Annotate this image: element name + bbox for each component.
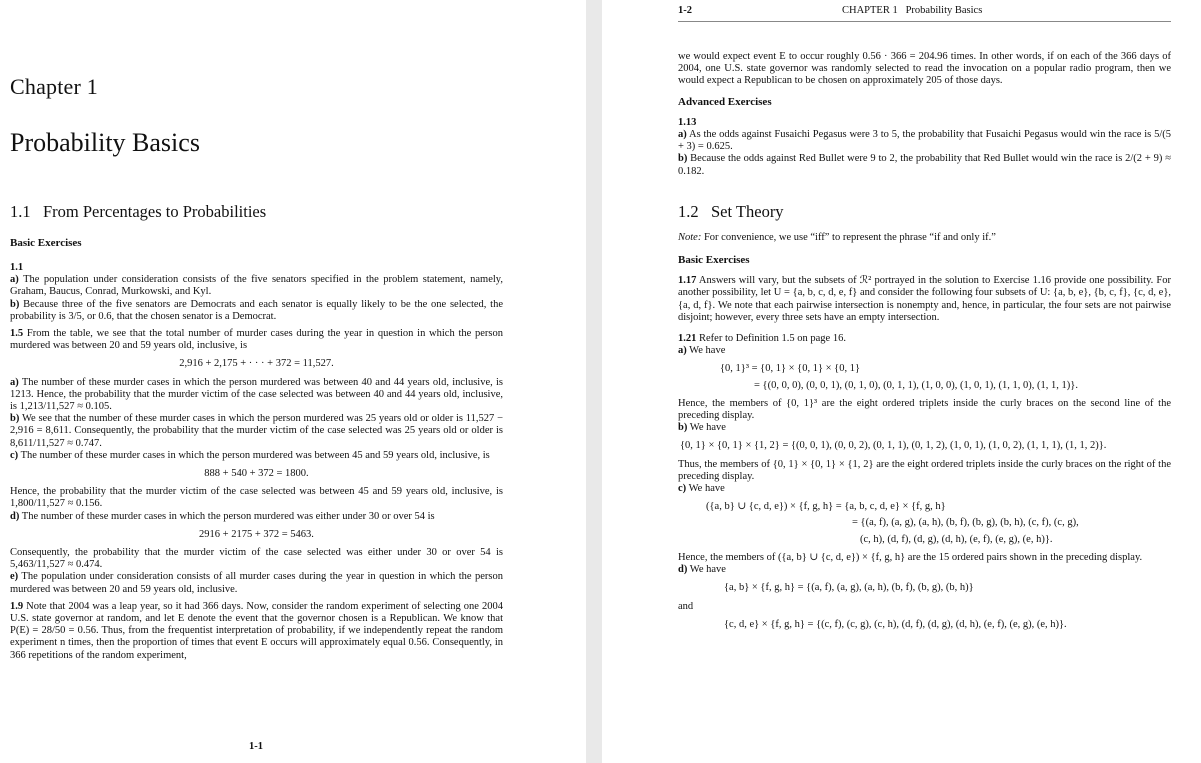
paragraph: b) We see that the number of these murder cases in which the person murdered was 25 years old or older is 11,527 − 2,916 = 8,611. Consequently, the probability that the murder victim of the case selected was 25 years old or older is 8,611/11,527 ≈ 0.747.: [10, 413, 503, 449]
equation: {a, b} × {f, g, h} = {(a, f), (a, g), (a, h), (b, f), (b, g), (b, h)}: [724, 582, 974, 594]
paragraph: Hence, the members of ({a, b} ∪ {c, d, e}) × {f, g, h} are the 15 ordered pairs shown in the preceding display.: [678, 551, 1143, 563]
chapter-title: Probability Basics: [10, 128, 200, 157]
paragraph: 1.21 Refer to Definition 1.5 on page 16.: [678, 333, 846, 345]
header-page-number: 1-2: [678, 5, 692, 16]
basic-exercises-heading: Basic Exercises: [678, 254, 750, 267]
paragraph: a) As the odds against Fusaichi Pegasus were 3 to 5, the probability that Fusaichi Pegasus would win the race is 5/(5 + 3) = 0.625.: [678, 129, 1171, 153]
right-page: [602, 0, 1201, 763]
section-title-1-2: 1.2 Set Theory: [678, 201, 784, 221]
paragraph: e) The population under consideration consists of all murder cases during the year in question in which the person murdered was between 20 and 59 years old, inclusive.: [10, 571, 503, 595]
header-rule: [678, 21, 1171, 22]
equation: {0, 1} × {0, 1} × {1, 2} = {(0, 0, 1), (0, 0, 2), (0, 1, 1), (0, 1, 2), (1, 0, 1), (1, 0, 2), (1, 1, 1), (1, 1, 2)}.: [680, 440, 1107, 452]
basic-exercises-heading: Basic Exercises: [10, 237, 82, 249]
equation: ({a, b} ∪ {c, d, e}) × {f, g, h} = {a, b, c, d, e} × {f, g, h}: [706, 501, 946, 513]
paragraph: d) The number of these murder cases in which the person murdered was either under 30 or over 54 is: [10, 510, 435, 522]
equation: {0, 1}³ = {0, 1} × {0, 1} × {0, 1}: [720, 363, 860, 375]
paragraph: b) We have: [678, 422, 726, 434]
paragraph: Hence, the probability that the murder victim of the case selected was between 45 and 59 years old, inclusive, is 1,800/11,527 ≈ 0.156.: [10, 486, 503, 510]
left-page: [0, 0, 586, 763]
paragraph: a) The number of these murder cases in which the person murdered was between 40 and 44 years old, inclusive, is 1213. Hence, the probability that the murder victim of the case selected was between 40 and 44 years old, inclusive, is 1,213/11,527 ≈ 0.105.: [10, 376, 503, 413]
paragraph: Thus, the members of {0, 1} × {0, 1} × {1, 2} are the eight ordered triplets inside the curly braces on the right of the preceding display.: [678, 458, 1171, 482]
equation: 2916 + 2175 + 372 = 5463.: [199, 528, 314, 540]
paragraph: a) The population under consideration consists of the five senators specified in the problem statement, namely, Graham, Baucus, Conrad, Murkowski, and Kyl.: [10, 274, 503, 298]
equation: 2,916 + 2,175 + · · · + 372 = 11,527.: [179, 358, 334, 370]
paragraph: c) The number of these murder cases in which the person murdered was between 45 and 59 years old, inclusive, is: [10, 449, 490, 461]
paragraph: 1.17 Answers will vary, but the subsets of ℛ² portrayed in the solution to Exercise 1.16 provide one possibility. For another possibility, let U = {a, b, c, d, e, f} and consider the following four subsets of U: {a, b, e}, {b, c, f}, {c, d, e}, {a, d, f}. We note that each pairwise intersection is nonempty and, hence, in particular, the four sets are not pairwise disjoint; however, every three sets have an empty intersection.: [678, 275, 1171, 323]
right-body: [678, 51, 1171, 631]
paragraph: a) We have: [678, 345, 726, 357]
paragraph: Consequently, the probability that the murder victim of the case selected was either under 30 or over 54 is 5,463/11,527 ≈ 0.474.: [10, 547, 503, 571]
paragraph: b) Because three of the five senators are Democrats and each senator is equally likely to be the one selected, the probability is 3/5, or 0.6, that the chosen senator is a Democrat.: [10, 298, 503, 322]
paragraph: c) We have: [678, 483, 725, 495]
equation: 888 + 540 + 372 = 1800.: [204, 468, 309, 480]
paragraph: b) Because the odds against Red Bullet were 9 to 2, the probability that Red Bullet would win the race is 2/(2 + 9) ≈ 0.182.: [678, 153, 1171, 177]
exercise-number: 1.1: [10, 262, 24, 273]
page-number: 1-1: [249, 741, 263, 752]
chapter-label: Chapter 1: [10, 74, 98, 99]
advanced-exercises-heading: Advanced Exercises: [678, 95, 772, 108]
equation: = {(a, f), (a, g), (a, h), (b, f), (b, g), (b, h), (c, f), (c, g),: [852, 517, 1079, 529]
paragraph: 1.9 Note that 2004 was a leap year, so it had 366 days. Now, consider the random experiment of selecting one 2004 U.S. state governor at random, and let E denote the event that the governor chosen is a Republican. We know that P(E) = 28/50 = 0.56. Thus, from the frequentist interpretation of probability, if we independently repeat the random experiment n times, then the proportion of times that event E occurs will approximately equal 0.56. Consequently, in 366 repetitions of the random experiment,: [10, 600, 503, 661]
left-body: [10, 262, 503, 662]
section-title-1-1: 1.1 From Percentages to Probabilities: [10, 202, 267, 221]
paragraph: d) We have: [678, 564, 726, 576]
paragraph: 1.5 From the table, we see that the total number of murder cases during the year in question in which the person murdered was between 20 and 59 years old, inclusive, is: [10, 328, 503, 352]
equation: (c, h), (d, f), (d, g), (d, h), (e, f), (e, g), (e, h)}.: [860, 533, 1053, 545]
equation: {c, d, e} × {f, g, h} = {(c, f), (c, g), (c, h), (d, f), (d, g), (d, h), (e, f), (e, g), (e, h)}.: [724, 618, 1067, 630]
paragraph: Hence, the members of {0, 1}³ are the eight ordered triplets inside the curly braces on the second line of the preceding display.: [678, 397, 1171, 422]
header-chapter: CHAPTER 1 Probability Basics: [842, 5, 983, 16]
connector-word: and: [678, 600, 694, 612]
note: Note: For convenience, we use “iff” to represent the phrase “if and only if.”: [678, 231, 996, 243]
paragraph: we would expect event E to occur roughly 0.56 · 366 = 204.96 times. In other words, if on each of the 366 days of 2004, one U.S. state governor was randomly selected to read the invocation on a popular radio program, then we would expect a Republican to be chosen on approximately 205 of those days.: [678, 51, 1171, 87]
exercise-number: 1.13: [678, 116, 697, 128]
equation: = {(0, 0, 0), (0, 0, 1), (0, 1, 0), (0, 1, 1), (1, 0, 0), (1, 0, 1), (1, 1, 0), (1, 1, 1)}.: [754, 379, 1078, 391]
